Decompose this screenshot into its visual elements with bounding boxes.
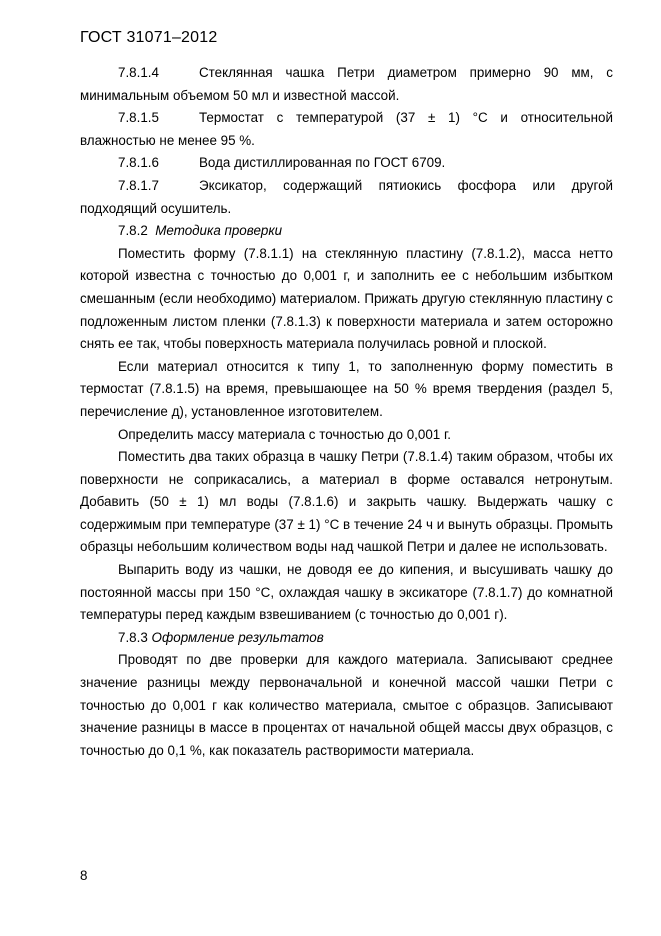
paragraph: Поместить форму (7.8.1.1) на стеклянную пластину (7.8.1.2), масса нетто которой известна с точностью до 0,001 г, и заполнить ее с небольшим избытком смешанным (если необходимо) материалом. Прижать другую стеклянную пластину с подложенным листом пленки (7.8.1.3) к поверхности материала и затем осторожно снять ее так, чтобы поверхность материала получилась ровной и плоской. (80, 245, 613, 352)
list-item-7-8-1-5 (80, 107, 613, 152)
document-header: ГОСТ 31071–2012 (80, 29, 218, 46)
section-title: Методика проверки (155, 223, 283, 239)
section-number: 7.8.3 (118, 629, 148, 645)
item-text-first-line: Эксикатор, содержащий пятиокись фосфора или другой (199, 177, 613, 193)
list-item-7-8-1-7 (80, 175, 613, 220)
item-text-continuation: минимальным объемом 50 мл и известной массой. (80, 87, 400, 103)
list-item-7-8-1-6 (80, 152, 613, 175)
section-title: Оформление результатов (151, 629, 324, 645)
list-item-7-8-1-4 (80, 62, 613, 107)
paragraph: Определить массу материала с точностью до 0,001 г. (118, 426, 451, 442)
item-text-first-line: Вода дистиллированная по ГОСТ 6709. (199, 155, 446, 171)
item-text-continuation: подходящий осушитель. (80, 200, 232, 216)
page-number: 8 (80, 868, 88, 883)
paragraph: Проводят по две проверки для каждого материала. Записывают среднее значение разницы между первоначальной и конечной массой чашки Петри с точностью до 0,001 г как количество материала, смытое с образцов. Записывают значение разницы в массе в процентах от начальной общей массы двух образцов, с точностью до 0,1 %, как показатель растворимости материала. (80, 652, 613, 758)
item-text-continuation: влажностью не менее 95 %. (80, 132, 255, 148)
item-number: 7.8.1.5 (118, 110, 159, 126)
document-body (80, 62, 613, 762)
section-number: 7.8.2 (118, 223, 148, 239)
paragraph: Выпарить воду из чашки, не доводя ее до кипения, и высушивать чашку до постоянной массы при 150 °С, охлаждая чашку в эксикаторе (7.8.1.7) до комнатной температуры перед каждым взвешиванием (с точностью до 0,001 г). (80, 562, 613, 623)
item-text-first-line: Термостат с температурой (37 ± 1) °С и относительной (199, 110, 613, 126)
item-number: 7.8.1.7 (118, 177, 159, 193)
item-number: 7.8.1.6 (118, 155, 159, 171)
item-text-first-line: Стеклянная чашка Петри диаметром примерно 90 мм, с (199, 65, 613, 80)
paragraph: Если материал относится к типу 1, то заполненную форму поместить в термостат (7.8.1.5) на время, превышающее на 50 % время твердения (раздел 5, перечисление д), установленное изготовителем. (80, 358, 613, 419)
section-heading-results (80, 627, 613, 650)
item-number: 7.8.1.4 (118, 65, 159, 80)
paragraph: Поместить два таких образца в чашку Петри (7.8.1.4) таким образом, чтобы их поверхности не соприкасались, а материал в форме оставался нетронутым. Добавить (50 ± 1) мл воды (7.8.1.6) и закрыть чашку. Выдержать чашку с содержимым при температуре (37 ± 1) °С в течение 24 ч и вынуть образцы. Промыть образцы небольшим количеством воды над чашкой Петри и далее не использовать. (80, 449, 613, 555)
section-heading-method (80, 220, 613, 243)
